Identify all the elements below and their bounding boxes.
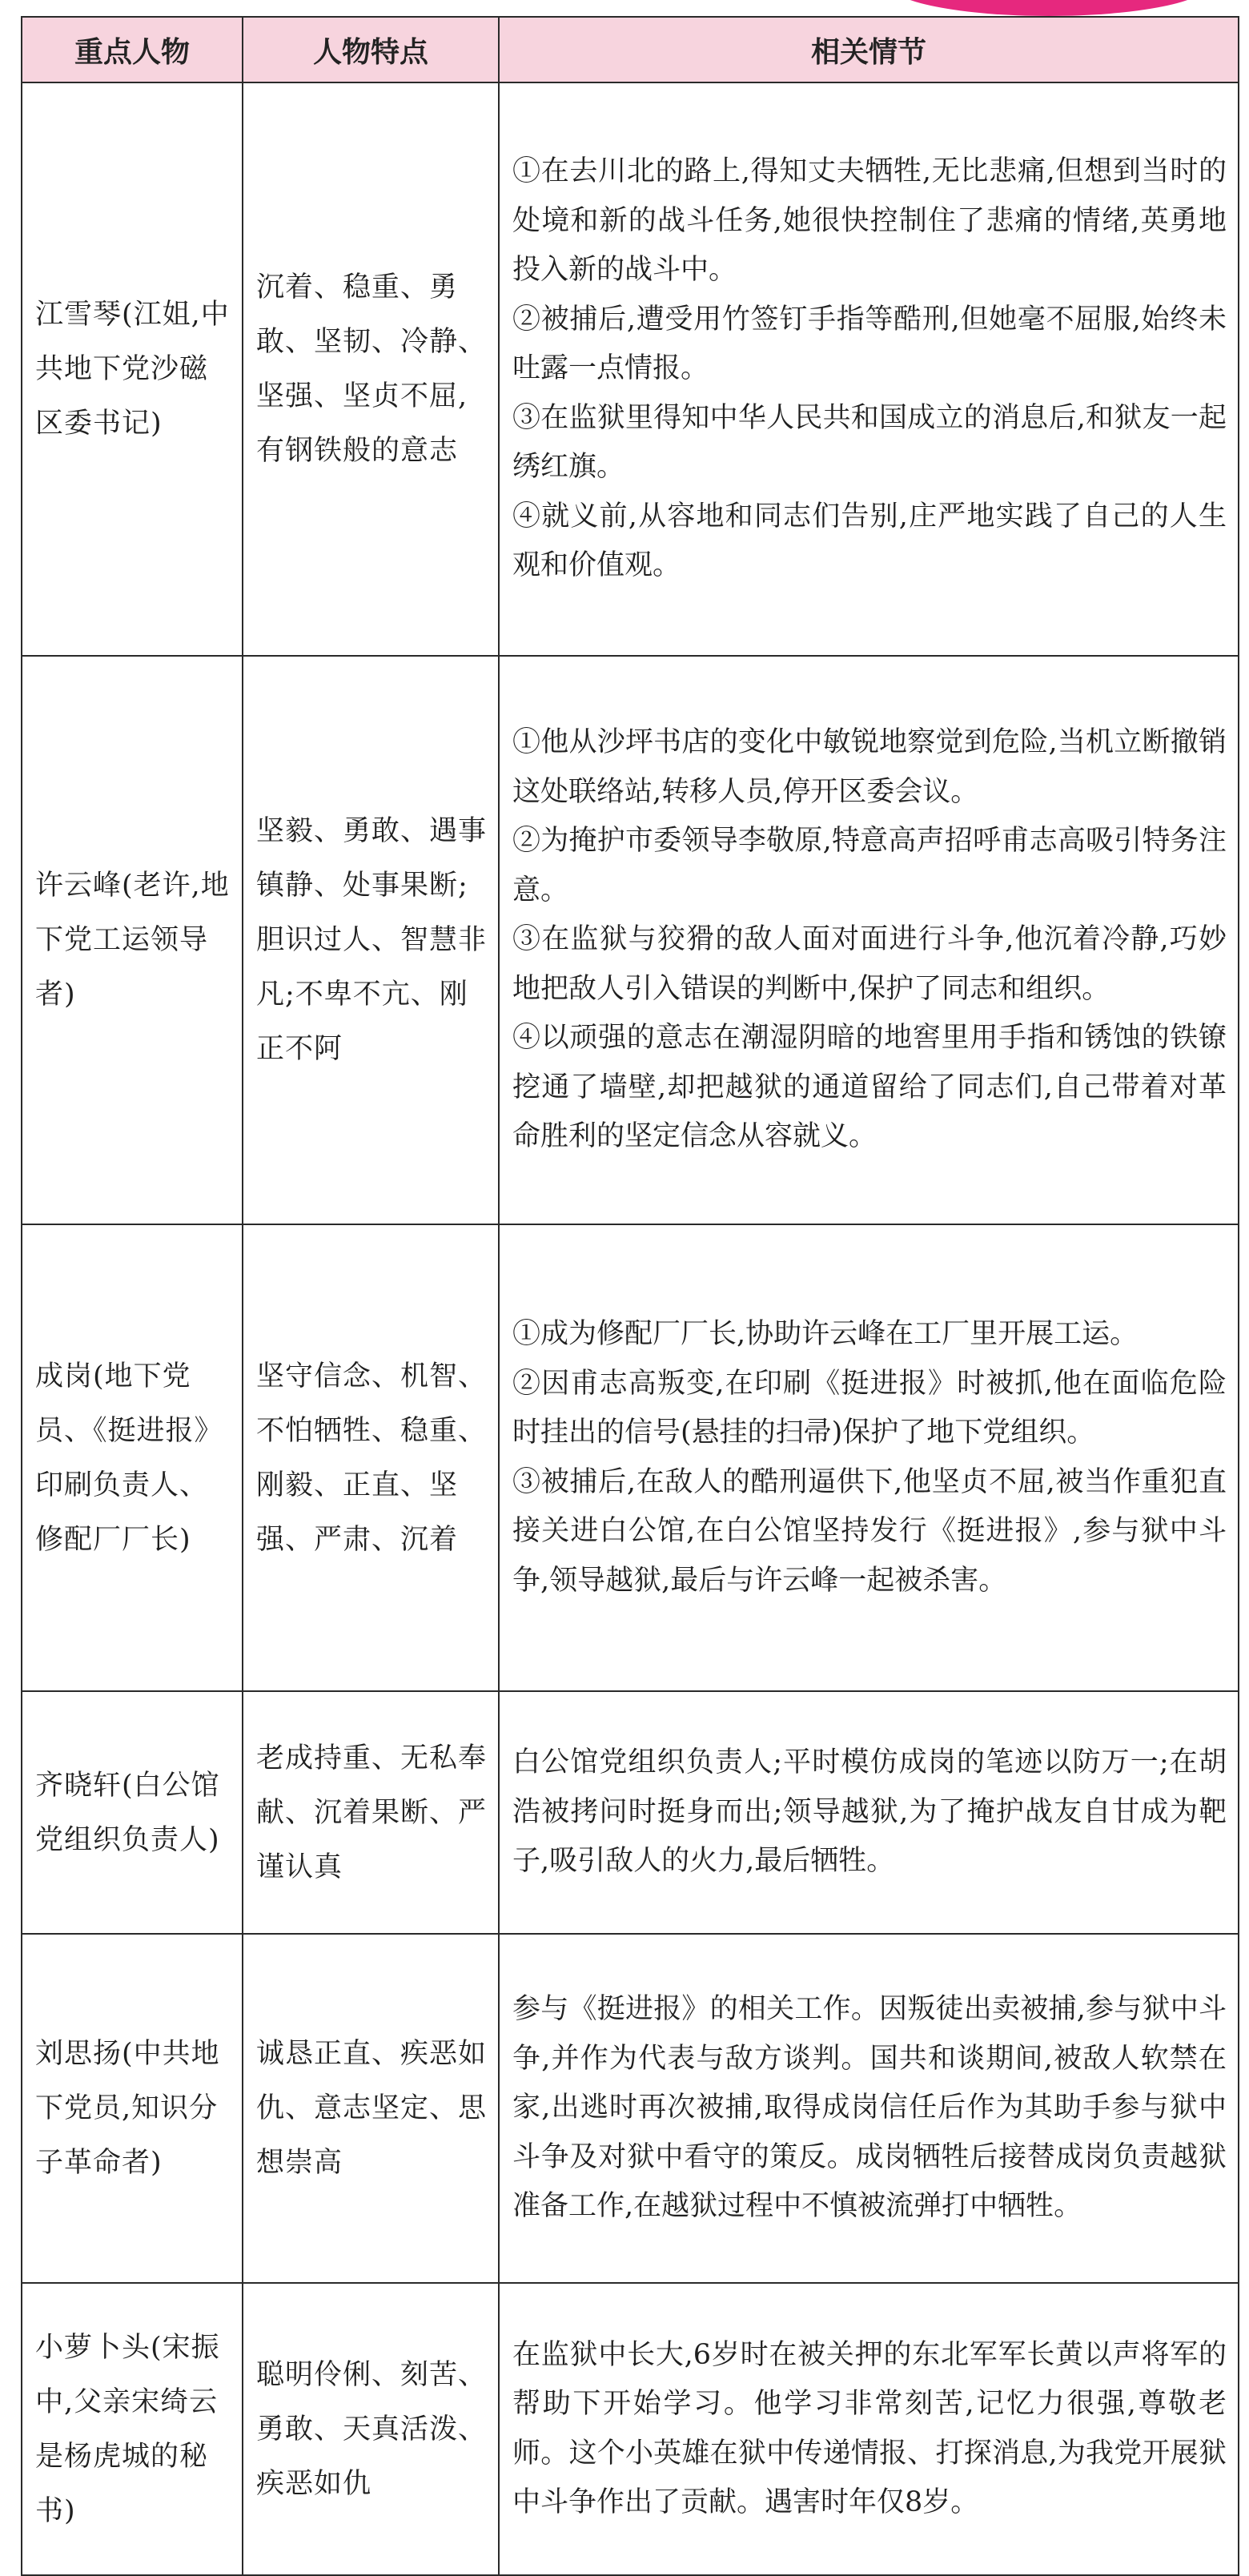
plot-item: 白公馆党组织负责人;平时模仿成岗的笔迹以防万一;在胡浩被拷问时挺身而出;领导越狱,为了掩护战友自甘成为靶子,吸引敌人的火力,最后牺牲。	[512, 1746, 1227, 1878]
header-plot: 相关情节	[499, 17, 1239, 82]
character-traits: 老成持重、无私奉献、沉着果断、严谨认真	[243, 1691, 499, 1934]
table-row	[22, 82, 1239, 656]
plot-item: ②为掩护市委领导李敬原,特意高声招呼甫志高吸引特务注意。	[512, 825, 1227, 906]
table-row	[22, 656, 1239, 1224]
table-header-row	[22, 17, 1239, 82]
character-plot	[499, 82, 1239, 656]
table-row	[22, 1224, 1239, 1691]
character-name: 许云峰(老许,地下党工运领导者)	[22, 656, 243, 1224]
character-name: 江雪琴(江姐,中共地下党沙磁区委书记)	[22, 82, 243, 656]
character-name: 小萝卜头(宋振中,父亲宋绮云是杨虎城的秘书)	[22, 2283, 243, 2575]
table-row	[22, 1934, 1239, 2283]
plot-item: ③在监狱与狡猾的敌人面对面进行斗争,他沉着冷静,巧妙地把敌人引入错误的判断中,保护了同志和组织。	[512, 923, 1227, 1005]
character-table	[21, 16, 1239, 2576]
header-name: 重点人物	[22, 17, 243, 82]
plot-item: ②因甫志高叛变,在印刷《挺进报》时被抓,他在面临危险时挂出的信号(悬挂的扫帚)保护了地下党组织。	[512, 1367, 1227, 1449]
plot-item: ①成为修配厂厂长,协助许云峰在工厂里开展工运。	[512, 1318, 1139, 1350]
character-plot	[499, 656, 1239, 1224]
plot-item: ①他从沙坪书店的变化中敏锐地察觉到危险,当机立断撤销这处联络站,转移人员,停开区委会议。	[512, 726, 1227, 808]
character-name: 齐晓轩(白公馆党组织负责人)	[22, 1691, 243, 1934]
character-traits: 坚守信念、机智、不怕牺牲、稳重、刚毅、正直、坚强、严肃、沉着	[243, 1224, 499, 1691]
character-plot	[499, 1224, 1239, 1691]
plot-item: 在监狱中长大,6岁时在被关押的东北军军长黄以声将军的帮助下开始学习。他学习非常刻苦,记忆力很强,尊敬老师。这个小英雄在狱中传递情报、打探消息,为我党开展狱中斗争作出了贡献。遇害时年仅8岁。	[512, 2338, 1227, 2518]
character-plot	[499, 1934, 1239, 2283]
character-name: 刘思扬(中共地下党员,知识分子革命者)	[22, 1934, 243, 2283]
character-traits: 诚恳正直、疾恶如仇、意志坚定、思想崇高	[243, 1934, 499, 2283]
table-row	[22, 2283, 1239, 2575]
character-plot	[499, 1691, 1239, 1934]
character-plot	[499, 2283, 1239, 2575]
plot-item: ③被捕后,在敌人的酷刑逼供下,他坚贞不屈,被当作重犯直接关进白公馆,在白公馆坚持发行《挺进报》,参与狱中斗争,领导越狱,最后与许云峰一起被杀害。	[512, 1465, 1227, 1597]
character-traits: 沉着、稳重、勇敢、坚韧、冷静、坚强、坚贞不屈,有钢铁般的意志	[243, 82, 499, 656]
header-traits: 人物特点	[243, 17, 499, 82]
character-name: 成岗(地下党员、《挺进报》印刷负责人、修配厂厂长)	[22, 1224, 243, 1691]
plot-item: ④以顽强的意志在潮湿阴暗的地窖里用手指和锈蚀的铁镣挖通了墙壁,却把越狱的通道留给了同志们,自己带着对革命胜利的坚定信念从容就义。	[512, 1022, 1227, 1153]
plot-item: ②被捕后,遭受用竹签钉手指等酷刑,但她毫不屈服,始终未吐露一点情报。	[512, 303, 1227, 385]
plot-item: ③在监狱里得知中华人民共和国成立的消息后,和狱友一起绣红旗。	[512, 401, 1227, 484]
plot-item: ④就义前,从容地和同志们告别,庄严地实践了自己的人生观和价值观。	[512, 500, 1227, 582]
character-traits: 坚毅、勇敢、遇事镇静、处事果断;胆识过人、智慧非凡;不卑不亢、刚正不阿	[243, 656, 499, 1224]
table-row	[22, 1691, 1239, 1934]
plot-item: ①在去川北的路上,得知丈夫牺牲,无比悲痛,但想到当时的处境和新的战斗任务,她很快控制住了悲痛的情绪,英勇地投入新的战斗中。	[512, 155, 1227, 287]
character-traits: 聪明伶俐、刻苦、勇敢、天真活泼、疾恶如仇	[243, 2283, 499, 2575]
plot-item: 参与《挺进报》的相关工作。因叛徒出卖被捕,参与狱中斗争,并作为代表与敌方谈判。国共和谈期间,被敌人软禁在家,出逃时再次被捕,取得成岗信任后作为其助手参与狱中斗争及对狱中看守的策反。成岗牺牲后接替成岗负责越狱准备工作,在越狱过程中不慎被流弹打中牺牲。	[512, 1993, 1227, 2223]
decorative-pink-tab	[889, 0, 1209, 16]
